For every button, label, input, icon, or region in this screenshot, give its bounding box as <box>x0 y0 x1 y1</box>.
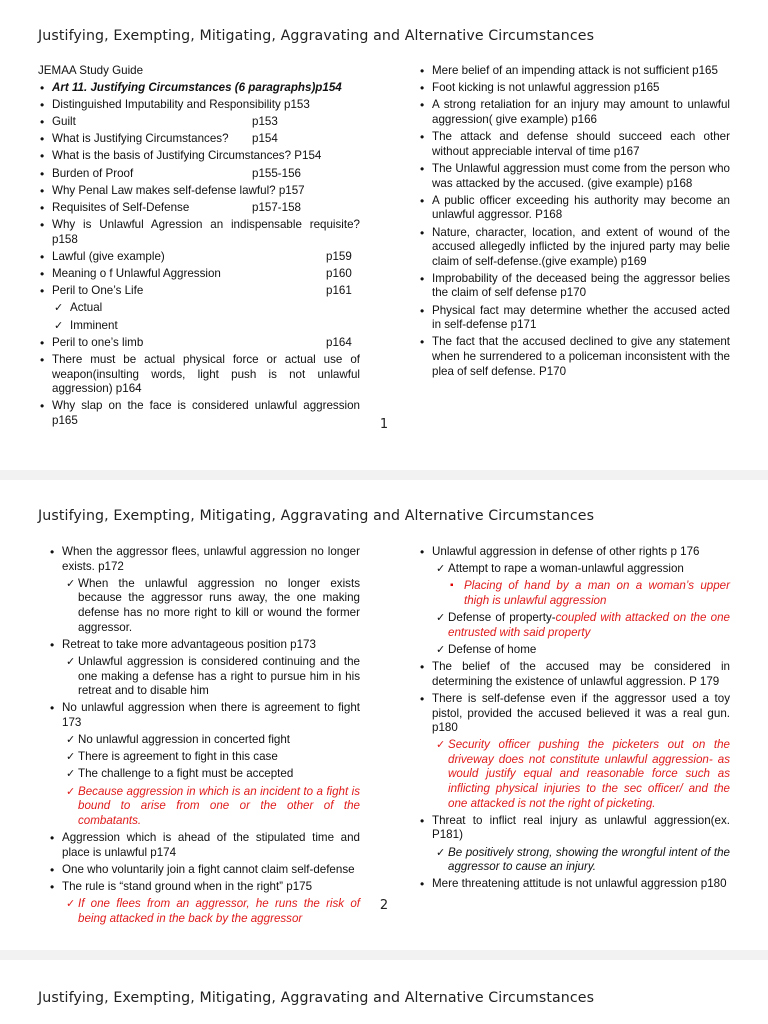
page-separator <box>0 950 768 960</box>
page2-left-list <box>48 545 360 926</box>
list-item <box>38 98 360 113</box>
list-item <box>38 81 360 96</box>
page-header-title: Justifying, Exempting, Mitigating, Aggravating and Alternative Circumstances <box>38 990 595 1006</box>
page-number: 1 <box>379 417 389 432</box>
item-text: Nature, character, location, and extent of wound of the accused allegedly inflicted by the injured party may belie claim of self-defense.(give example) p169 <box>432 225 730 268</box>
item-text: A public officer exceeding his authority may become an unlawful aggressor. P168 <box>432 193 730 222</box>
item-text: Distinguished Imputability and Responsibility p153 <box>52 97 310 111</box>
item-text: • Requisites of Self-Defense <box>52 200 190 214</box>
list-item <box>38 250 360 265</box>
item-text: • Burden of Proof <box>52 166 134 180</box>
item-text: • Peril to One’s Life <box>52 284 144 298</box>
item-text: Mere threatening attitude is not unlawful aggression p180 <box>432 877 727 891</box>
item-text-highlight: coupled with attacked on the one entrusted with said property <box>448 611 730 639</box>
item-text: Because aggression in which is an incident to a fight is bound to arise from one or the other of the combatants. <box>78 784 360 827</box>
item-text: • Peril to one’s limb <box>52 335 144 349</box>
list-item <box>48 880 360 895</box>
list-item <box>418 226 730 270</box>
item-text: Aggression which is ahead of the stipulated time and place is unlawful p174 <box>62 831 360 859</box>
page1-left-list <box>38 81 360 429</box>
list-item <box>48 545 360 574</box>
list-item <box>418 692 730 736</box>
item-text: Improbability of the deceased being the aggressor belies the claim of self defense p170 <box>432 271 730 300</box>
list-item <box>418 98 730 127</box>
page-ref: p154 <box>252 132 278 146</box>
item-text: Defense of home <box>448 642 537 656</box>
item-text: If one flees from an aggressor, he runs the risk of being attacked in the back by the aggressor <box>78 897 360 925</box>
list-item <box>38 218 360 247</box>
page-header-title: Justifying, Exempting, Mitigating, Aggravating and Alternative Circumstances <box>38 28 595 44</box>
list-item <box>418 81 730 96</box>
page1-right-column <box>418 64 730 382</box>
item-text: The rule is “stand ground when in the right” p175 <box>62 880 313 893</box>
page-separator <box>0 470 768 480</box>
list-item <box>418 272 730 301</box>
list-item <box>38 319 360 334</box>
list-item <box>48 638 360 653</box>
item-text: When the aggressor flees, unlawful aggression no longer exists. p172 <box>62 545 360 573</box>
item-text: • Guilt <box>52 114 76 128</box>
list-item <box>48 750 360 765</box>
list-item <box>418 643 730 658</box>
item-text: No unlawful aggression when there is agreement to fight 173 <box>62 701 360 729</box>
list-item <box>48 655 360 699</box>
page1-left-column <box>38 64 360 431</box>
list-item <box>418 611 730 640</box>
page-ref: p157-158 <box>252 200 301 214</box>
list-item <box>418 738 730 811</box>
list-item <box>418 846 730 875</box>
page-1 <box>0 0 768 470</box>
item-text: The challenge to a fight must be accepted <box>78 767 294 781</box>
list-item <box>38 184 360 199</box>
list-item <box>418 877 730 892</box>
list-item <box>38 284 360 299</box>
item-text: There is self-defense even if the aggressor used a toy pistol, provided the accused believed it was a real gun. p180 <box>432 691 730 735</box>
page2-left-column <box>48 545 360 929</box>
item-text: The Unlawful aggression must come from the person who was attacked by the accused. (give example) p168 <box>432 161 730 190</box>
item-text: Attempt to rape a woman-unlawful aggression <box>448 562 684 576</box>
list-item <box>418 562 730 577</box>
list-item <box>418 545 730 560</box>
list-item <box>418 335 730 379</box>
list-item <box>38 149 360 164</box>
item-text: Art 11. Justifying Circumstances (6 paragraphs)p154 <box>52 80 342 94</box>
list-item <box>48 577 360 635</box>
item-text: Imminent <box>70 318 118 332</box>
item-text: Physical fact may determine whether the accused acted in self-defense p171 <box>432 303 730 332</box>
item-text: Placing of hand by a man on a woman’s upper thigh is unlawful aggression <box>464 579 730 607</box>
page2-right-column <box>418 545 730 895</box>
list-item <box>48 831 360 860</box>
list-item <box>38 201 360 216</box>
list-item <box>418 130 730 159</box>
item-text: Mere belief of an impending attack is not sufficient p165 <box>432 64 718 77</box>
page-3 <box>0 960 768 1024</box>
item-text: A strong retaliation for an injury may amount to unlawful aggression( give example) p166 <box>432 98 730 126</box>
item-text: • What is Justifying Circumstances? <box>52 132 229 146</box>
item-text: Threat to inflict real injury as unlawful aggression(ex. P181) <box>432 813 730 842</box>
page-ref: p161 <box>326 284 352 298</box>
page-ref: p164 <box>326 335 352 349</box>
item-text: There is agreement to fight in this case <box>78 750 278 764</box>
item-text: Security officer pushing the picketers out on the driveway does not constitute unlawful aggression- as would justify equal and reasonable force such as inflicting physical injuries to the sec officer/ and the one attacked is not the right of picketing. <box>448 738 730 810</box>
item-text: What is the basis of Justifying Circumstances? P154 <box>52 149 322 163</box>
item-text: Unlawful aggression in defense of other rights p 176 <box>432 545 700 558</box>
list-item <box>48 863 360 878</box>
item-text: When the unlawful aggression no longer exists because the aggressor runs away, the one making defense has no more right to kill or wound the former aggressor. <box>78 576 360 634</box>
page-2 <box>0 480 768 950</box>
study-guide-label: JEMAA Study Guide <box>38 64 144 77</box>
item-text: Why slap on the face is considered unlawful aggression p165 <box>52 399 360 427</box>
page-ref: p160 <box>326 267 352 281</box>
page-number: 2 <box>379 898 389 913</box>
item-text: One who voluntarily join a fight cannot claim self-defense <box>62 862 355 876</box>
item-text: There must be actual physical force or actual use of weapon(insulting words, light push is not unlawful aggression) p164 <box>52 353 360 396</box>
item-text: • Meaning o f Unlawful Aggression <box>52 267 221 281</box>
list-item <box>38 167 360 182</box>
item-text: Actual <box>70 301 103 315</box>
list-item <box>418 304 730 333</box>
page-ref: p153 <box>252 114 278 128</box>
item-text: • Lawful (give example) <box>52 249 165 263</box>
list-item <box>38 353 360 397</box>
list-item <box>38 336 360 351</box>
item-text: The belief of the accused may be considered in determining the existence of unlawful aggression. P 179 <box>432 660 730 688</box>
list-item <box>418 814 730 843</box>
list-item <box>418 660 730 689</box>
list-item <box>38 115 360 130</box>
item-text: Be positively strong, showing the wrongful intent of the aggressor to cause an injury. <box>448 845 730 874</box>
item-text: The attack and defense should succeed each other without appreciable interval of time p167 <box>432 130 730 158</box>
list-item <box>48 701 360 730</box>
item-text: Why Penal Law makes self-defense lawful? p157 <box>52 183 305 197</box>
item-text: Defense of property- <box>448 611 556 625</box>
list-item <box>418 64 730 79</box>
list-item <box>48 733 360 748</box>
list-item <box>418 194 730 223</box>
page-header-title: Justifying, Exempting, Mitigating, Aggravating and Alternative Circumstances <box>38 508 595 524</box>
item-text: Why is Unlawful Agression an indispensable requisite? p158 <box>52 218 360 246</box>
item-text: Unlawful aggression is considered continuing and the one making a defense has a right to pursue him in his retreat and to disable him <box>78 654 360 698</box>
page1-right-list <box>418 64 730 379</box>
page-ref: p159 <box>326 249 352 263</box>
list-item <box>418 579 730 608</box>
item-text: Foot kicking is not unlawful aggression p165 <box>432 81 660 95</box>
list-item <box>418 162 730 191</box>
list-item <box>38 301 360 316</box>
list-item <box>38 267 360 282</box>
list-item <box>38 132 360 147</box>
list-item <box>48 767 360 782</box>
item-text: The fact that the accused declined to give any statement when he surrendered to a policeman inconsistent with the plea of self defense. P170 <box>432 335 730 378</box>
page-ref: p155-156 <box>252 166 301 180</box>
page2-right-list <box>418 545 730 892</box>
item-text: Retreat to take more advantageous position p173 <box>62 637 316 651</box>
item-text: No unlawful aggression in concerted fight <box>78 733 291 747</box>
list-item <box>48 785 360 829</box>
